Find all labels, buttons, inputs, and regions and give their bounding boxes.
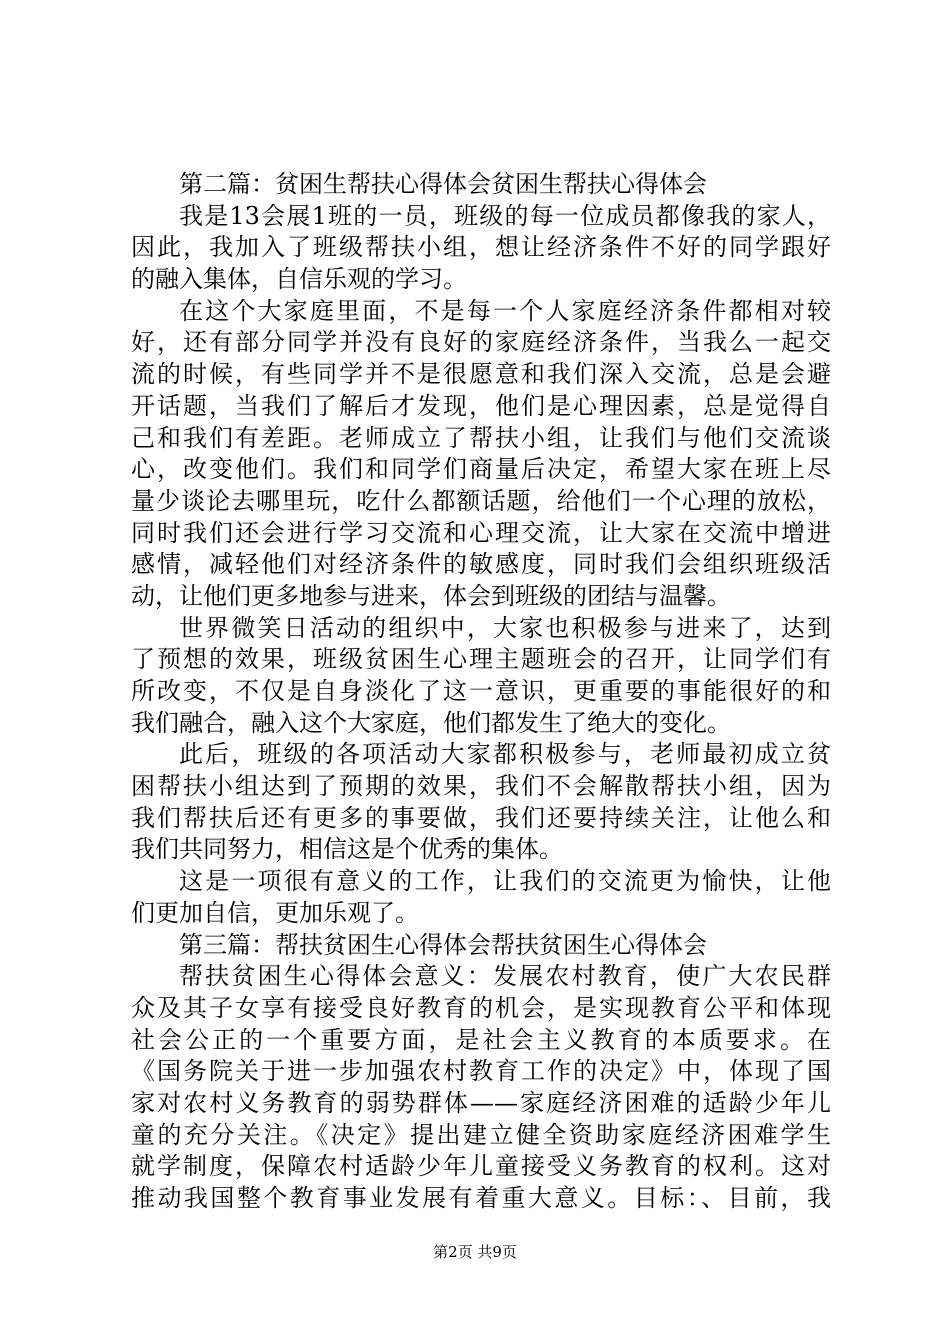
text-line: 家对农村义务教育的弱势群体——家庭经济困难的适龄少年儿 [131, 1088, 831, 1117]
text-line: 帮扶贫困生心得体会意义：发展农村教育，使广大农民群 [179, 962, 831, 991]
text-line: 己和我们有差距。老师成立了帮扶小组，让我们与他们交流谈 [131, 423, 831, 452]
text-line: 同时我们还会进行学习交流和心理交流，让大家在交流中增进 [131, 518, 831, 547]
text-line: 动，让他们更多地参与进来，体会到班级的团结与温馨。 [131, 581, 731, 610]
text-line: 我们融合，融入这个大家庭，他们都发生了绝大的变化。 [131, 708, 731, 737]
text-line: 我是13会展1班的一员，班级的每一位成员都像我的家人， [179, 201, 831, 230]
text-line: 这是一项很有意义的工作，让我们的交流更为愉快，让他 [179, 867, 831, 896]
text-line: 此后，班级的各项活动大家都积极参与，老师最初成立贫 [179, 740, 831, 769]
text-line: 童的充分关注。《决定》提出建立健全资助家庭经济困难学生 [131, 1120, 831, 1149]
text-line: 世界微笑日活动的组织中，大家也积极参与进来了，达到 [179, 613, 831, 642]
text-line: 们更加自信，更加乐观了。 [131, 898, 419, 927]
document-body [131, 169, 831, 1215]
text-line: 开话题，当我们了解后才发现，他们是心理因素，总是觉得自 [131, 391, 831, 420]
text-line: 第三篇：帮扶贫困生心得体会帮扶贫困生心得体会 [179, 930, 707, 959]
page-number-footer: 第2页 共9页 [433, 1243, 517, 1261]
text-line: 《国务院关于进一步加强农村教育工作的决定》中，体现了国 [131, 1057, 831, 1086]
text-line: 的融入集体，自信乐观的学习。 [131, 265, 467, 294]
text-line: 困帮扶小组达到了预期的效果，我们不会解散帮扶小组，因为 [131, 772, 831, 801]
text-line: 了预想的效果，班级贫困生心理主题班会的召开，让同学们有 [131, 645, 831, 674]
text-line: 量少谈论去哪里玩，吃什么都额话题，给他们一个心理的放松， [131, 486, 831, 515]
text-line: 就学制度，保障农村适龄少年儿童接受义务教育的权利。这对 [131, 1152, 831, 1181]
text-line: 因此，我加入了班级帮扶小组，想让经济条件不好的同学跟好 [131, 233, 831, 262]
text-line: 感情，减轻他们对经济条件的敏感度，同时我们会组织班级活 [131, 550, 831, 579]
text-line: 在这个大家庭里面，不是每一个人家庭经济条件都相对较 [179, 296, 831, 325]
text-line: 推动我国整个教育事业发展有着重大意义。目标：、目前，我 [131, 1184, 831, 1212]
text-line: 流的时候，有些同学并不是很愿意和我们深入交流，总是会避 [131, 360, 831, 389]
text-line: 社会公正的一个重要方面，是社会主义教育的本质要求。在 [131, 1025, 831, 1054]
text-line: 第二篇：贫困生帮扶心得体会贫困生帮扶心得体会 [179, 170, 707, 198]
text-line: 我们帮扶后还有更多的事要做，我们还要持续关注，让他么和 [131, 803, 831, 832]
text-line: 众及其子女享有接受良好教育的机会，是实现教育公平和体现 [131, 993, 831, 1022]
text-line: 所改变，不仅是自身淡化了这一意识，更重要的事能很好的和 [131, 677, 831, 705]
text-line: 好，还有部分同学并没有良好的家庭经济条件，当我么一起交 [131, 328, 831, 357]
text-line: 我们共同努力，相信这是个优秀的集体。 [131, 835, 563, 864]
text-line: 心，改变他们。我们和同学们商量后决定，希望大家在班上尽 [131, 455, 831, 484]
